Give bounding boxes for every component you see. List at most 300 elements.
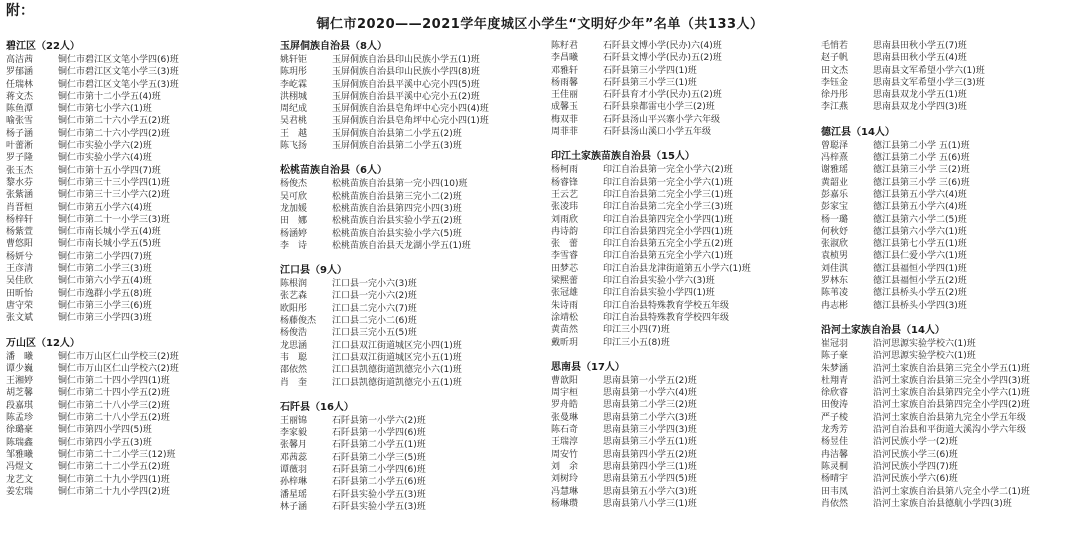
list-item xyxy=(6,387,268,399)
list-item xyxy=(551,324,813,336)
list-item xyxy=(821,300,1076,312)
school-class: 印江自治县实验小学六(3)班 xyxy=(603,276,715,287)
student-name: 冯煜文 xyxy=(6,462,34,473)
list-item xyxy=(6,312,268,324)
student-name: 陈子豪 xyxy=(821,351,849,362)
student-name: 曹歆阳 xyxy=(551,375,579,386)
school-class: 铜仁市碧江区文笔小学三(3)班 xyxy=(58,67,179,78)
school-class: 石阡县泉都雷屯小学三(2)班 xyxy=(603,102,715,113)
student-name: 张紫涵 xyxy=(6,190,34,201)
school-class: 沿河民族小学三(6)班 xyxy=(873,449,958,460)
list-item xyxy=(280,476,542,488)
list-item xyxy=(6,66,268,78)
list-item xyxy=(280,54,542,66)
list-item xyxy=(280,377,542,389)
student-name: 肖晋桓 xyxy=(6,202,34,213)
student-name: 陈鱼潭 xyxy=(6,104,34,115)
list-item xyxy=(821,375,1076,387)
list-item xyxy=(280,489,542,501)
school-class: 思南县第三小学五(1)班 xyxy=(603,437,697,448)
school-class: 铜仁市第二十九小学四(2)班 xyxy=(58,486,170,497)
section-spacer xyxy=(280,252,542,264)
student-name: 吴可欣 xyxy=(280,191,308,202)
list-item xyxy=(280,464,542,476)
student-name: 王彦清 xyxy=(6,264,34,275)
list-item xyxy=(551,287,813,299)
student-name: 肖 奎 xyxy=(280,377,308,388)
list-item xyxy=(280,327,542,339)
section-spacer xyxy=(280,389,542,401)
school-class: 玉屏侗族自治县平溪中心完小五(2)班 xyxy=(332,91,480,102)
list-item xyxy=(280,352,542,364)
list-item xyxy=(821,201,1076,213)
student-name: 蒋文杰 xyxy=(6,91,34,102)
student-name: 陈苇凌 xyxy=(821,288,849,299)
student-name: 杨一璐 xyxy=(821,214,849,225)
list-item xyxy=(6,140,268,152)
student-name: 杨雨馨 xyxy=(551,77,579,88)
student-name: 曾聪泽 xyxy=(821,140,849,151)
school-class: 思南县田秋小学五(4)班 xyxy=(873,53,967,64)
student-name: 欧阳彤 xyxy=(280,303,308,314)
column-1 xyxy=(6,40,268,498)
column-3 xyxy=(551,40,813,510)
student-name: 李钰金 xyxy=(821,77,849,88)
list-item xyxy=(821,189,1076,201)
list-item xyxy=(821,424,1076,436)
student-name: 杨俊杰 xyxy=(280,179,308,190)
student-name: 曹悠阳 xyxy=(6,239,34,250)
list-item xyxy=(280,415,542,427)
school-class: 德江县福恒小学四(1)班 xyxy=(873,263,967,274)
student-name: 谭薇羽 xyxy=(280,465,308,476)
school-class: 沿河土家族自治县第三完全小学四(3)班 xyxy=(873,375,1030,386)
school-class: 思南县第二小学六(3)班 xyxy=(603,412,697,423)
school-class: 德江县第六小学二(5)班 xyxy=(873,214,967,225)
school-class: 铜仁市万山区仁山学校三(2)班 xyxy=(58,351,179,362)
section-spacer xyxy=(6,325,268,337)
list-item xyxy=(821,214,1076,226)
school-class: 印江自治县实验小学四(1)班 xyxy=(603,288,715,299)
student-name: 刘佳淇 xyxy=(821,263,849,274)
list-item xyxy=(6,351,268,363)
list-item xyxy=(551,101,813,113)
school-class: 石阡县第三小学四(1)班 xyxy=(603,65,697,76)
list-item xyxy=(821,287,1076,299)
student-name: 罗子隆 xyxy=(6,153,34,164)
school-class: 沿河思源实验学校六(1)班 xyxy=(873,351,976,362)
school-class: 松桃苗族自治县第三完小二(2)班 xyxy=(332,191,462,202)
list-item xyxy=(821,399,1076,411)
school-class: 思南县第三小学四(3)班 xyxy=(603,425,697,436)
school-class: 思南县第一小学六(4)班 xyxy=(603,388,697,399)
student-name: 邓茜蕊 xyxy=(280,452,308,463)
school-class: 铜仁市实验小学六(2)班 xyxy=(58,141,152,152)
list-item xyxy=(821,164,1076,176)
student-name: 成馨玉 xyxy=(551,102,579,113)
column-2 xyxy=(280,40,542,513)
list-item xyxy=(280,278,542,290)
list-item xyxy=(6,128,268,140)
list-item xyxy=(6,115,268,127)
student-name: 陈瑞鑫 xyxy=(6,437,34,448)
list-item xyxy=(6,189,268,201)
student-name: 刘 余 xyxy=(551,461,579,472)
list-item xyxy=(6,300,268,312)
list-item xyxy=(6,288,268,300)
list-item xyxy=(6,79,268,91)
list-item xyxy=(280,140,542,152)
school-class: 铜仁市第二十八小学三(2)班 xyxy=(58,400,170,411)
section-spacer xyxy=(821,114,1076,126)
list-item xyxy=(821,436,1076,448)
student-name: 涂靖松 xyxy=(551,312,579,323)
student-name: 李江燕 xyxy=(821,102,849,113)
district-heading: 万山区（12人） xyxy=(6,337,80,349)
student-name: 田文杰 xyxy=(821,65,849,76)
school-class: 印江自治县特殊教育学校五年级 xyxy=(603,300,730,311)
school-class: 松桃苗族自治县第四完小四(3)班 xyxy=(332,203,462,214)
student-name: 周宇桓 xyxy=(551,388,579,399)
school-class: 石阡县第一小学六(2)班 xyxy=(332,415,426,426)
student-name: 李家毅 xyxy=(280,428,308,439)
student-name: 赵子帆 xyxy=(821,53,849,64)
list-item xyxy=(6,363,268,375)
district-heading: 碧江区（22人） xyxy=(6,41,80,52)
appendix-label: 附： xyxy=(6,3,34,19)
school-class: 思南县第八小学三(1)班 xyxy=(603,498,697,509)
school-class: 玉屏侗族自治县平溪中心完小四(5)班 xyxy=(332,79,480,90)
school-class: 德江县第五小学六(4)班 xyxy=(873,202,967,213)
student-name: 冉志彬 xyxy=(821,300,849,311)
school-class: 德江县第二小学 五(6)班 xyxy=(873,153,970,164)
student-name: 彭家宝 xyxy=(821,202,849,213)
student-name: 孙梓琳 xyxy=(280,477,308,488)
school-class: 思南县第二小学三(2)班 xyxy=(603,400,697,411)
list-item xyxy=(280,66,542,78)
student-name: 张 蕾 xyxy=(551,239,579,250)
student-name: 陈籽君 xyxy=(551,41,579,51)
student-name: 李雪睿 xyxy=(551,251,579,262)
student-name: 杨晴宇 xyxy=(821,474,849,485)
list-item xyxy=(6,400,268,412)
student-name: 姜宏瑞 xyxy=(6,486,34,497)
school-class: 铜仁市第二十八小学五(2)班 xyxy=(58,413,170,424)
student-name: 林子涵 xyxy=(280,501,308,512)
list-item xyxy=(551,412,813,424)
list-item xyxy=(6,202,268,214)
student-name: 朱诗雨 xyxy=(551,300,579,311)
school-class: 铜仁市第四小学四(5)班 xyxy=(58,425,152,436)
list-item xyxy=(6,103,268,115)
list-item xyxy=(551,436,813,448)
student-name: 韦 聪 xyxy=(280,352,308,363)
school-class: 石阡县第二小学五(6)班 xyxy=(332,477,426,488)
school-class: 松桃苗族自治县第一完小四(10)班 xyxy=(332,179,468,190)
student-name: 冉诗韵 xyxy=(551,226,579,237)
student-name: 朱梦涵 xyxy=(821,363,849,374)
list-item xyxy=(551,164,813,176)
student-name: 喻张雪 xyxy=(6,116,34,127)
list-item xyxy=(821,387,1076,399)
school-class: 铜仁市南长城小学五(4)班 xyxy=(58,227,161,238)
student-name: 黄苗然 xyxy=(551,325,579,336)
list-item xyxy=(280,228,542,240)
school-class: 铜仁市第二十四小学四(1)班 xyxy=(58,376,170,387)
student-name: 龙艺文 xyxy=(6,474,34,485)
student-name: 严子棱 xyxy=(821,412,849,423)
student-name: 王 越 xyxy=(280,128,308,139)
student-name: 杨涵婷 xyxy=(280,228,308,239)
student-name: 杨紫萱 xyxy=(6,227,34,238)
school-class: 沿河民族小学六(6)班 xyxy=(873,474,958,485)
student-name: 张馨月 xyxy=(280,440,308,451)
list-item xyxy=(6,177,268,189)
school-class: 沿河土家族自治县第四完全小学四(2)班 xyxy=(873,400,1030,411)
school-class: 铜仁市第六小学五(4)班 xyxy=(58,276,152,287)
section-spacer xyxy=(551,138,813,150)
student-name: 杨琳瓒 xyxy=(551,498,579,509)
student-name: 崔冠羽 xyxy=(821,338,849,349)
list-item xyxy=(821,498,1076,510)
school-class: 德江县仁爱小学六(1)班 xyxy=(873,251,967,262)
school-class: 玉屏侗族自治县皂角坪中心完小四(1)班 xyxy=(332,116,489,127)
list-item xyxy=(280,303,542,315)
school-class: 江口县一完小六(3)班 xyxy=(332,279,417,290)
student-name: 罗舟皓 xyxy=(551,400,579,411)
student-name: 张艺森 xyxy=(280,291,308,302)
list-item xyxy=(6,54,268,66)
school-class: 铜仁市第二十二小学五(2)班 xyxy=(58,462,170,473)
section-spacer xyxy=(821,312,1076,324)
school-class: 铜仁市第二十九小学四(1)班 xyxy=(58,474,170,485)
list-item xyxy=(551,399,813,411)
list-item xyxy=(551,114,813,126)
student-name: 李昌曦 xyxy=(551,53,579,64)
school-class: 铜仁市第二十二小学三(12)班 xyxy=(58,449,176,460)
student-name: 黎水芬 xyxy=(6,177,34,188)
list-item xyxy=(551,424,813,436)
list-item xyxy=(821,177,1076,189)
student-name: 戴昕玥 xyxy=(551,337,579,348)
school-class: 石阡县实验小学五(3)班 xyxy=(332,501,426,512)
school-class: 石阡县第二小学五(1)班 xyxy=(332,440,426,451)
list-item xyxy=(6,165,268,177)
student-name: 徐欣睿 xyxy=(821,388,849,399)
list-item xyxy=(821,40,1076,52)
student-name: 王云艺 xyxy=(551,189,579,200)
list-item xyxy=(821,350,1076,362)
list-item xyxy=(551,226,813,238)
school-class: 印江自治县龙津街道第五小学六(1)班 xyxy=(603,263,751,274)
student-name: 陈石奇 xyxy=(551,425,579,436)
student-name: 谢雅瑶 xyxy=(821,165,849,176)
list-item xyxy=(280,315,542,327)
student-name: 杜翔青 xyxy=(821,375,849,386)
student-name: 吴佳欣 xyxy=(6,276,34,287)
list-item xyxy=(551,387,813,399)
school-class: 印江自治县第五完全小学五(2)班 xyxy=(603,239,733,250)
list-item xyxy=(6,461,268,473)
student-name: 陈玥彤 xyxy=(280,67,308,78)
student-name: 龙加媛 xyxy=(280,203,308,214)
list-item xyxy=(280,115,542,127)
list-item xyxy=(551,250,813,262)
student-name: 刘树玲 xyxy=(551,474,579,485)
school-class: 铜仁市第三十三小学四(1)班 xyxy=(58,177,170,188)
school-class: 思南县第四小学五(2)班 xyxy=(603,449,697,460)
student-name: 杨昱佳 xyxy=(821,437,849,448)
list-item xyxy=(551,300,813,312)
student-name: 邵依然 xyxy=(280,365,308,376)
school-class: 铜仁市第四小学五(3)班 xyxy=(58,437,152,448)
student-name: 田昕怡 xyxy=(6,288,34,299)
district-heading: 江口县（9人） xyxy=(280,265,347,277)
list-item xyxy=(551,238,813,250)
list-item xyxy=(821,226,1076,238)
list-item xyxy=(551,52,813,64)
list-item xyxy=(821,473,1076,485)
list-item xyxy=(280,178,542,190)
school-class: 德江县第二小学 五(1)班 xyxy=(873,140,970,151)
student-name: 陈灵桐 xyxy=(821,461,849,472)
district-heading: 德江县（14人） xyxy=(821,126,895,138)
school-class: 铜仁市第二十一小学三(3)班 xyxy=(58,214,170,225)
school-class: 印江自治县第二完全小学三(3)班 xyxy=(603,202,733,213)
list-item xyxy=(551,40,813,52)
list-item xyxy=(821,65,1076,77)
student-name: 肖依然 xyxy=(821,498,849,509)
student-name: 黄韶业 xyxy=(821,177,849,188)
district-heading: 石阡县（16人） xyxy=(280,401,354,413)
list-item xyxy=(6,214,268,226)
school-class: 铜仁市实验小学六(4)班 xyxy=(58,153,152,164)
school-class: 铜仁市碧江区文笔小学五(3)班 xyxy=(58,79,179,90)
student-name: 王佳丽 xyxy=(551,90,579,101)
school-class: 德江县福恒小学五(2)班 xyxy=(873,276,967,287)
list-item xyxy=(821,449,1076,461)
school-class: 玉屏侗族自治县印山民族小学四(8)班 xyxy=(332,67,480,78)
list-item xyxy=(821,152,1076,164)
school-class: 玉屏侗族自治县印山民族小学五(1)班 xyxy=(332,55,480,65)
student-name: 杨妍兮 xyxy=(6,251,34,262)
list-item xyxy=(6,152,268,164)
school-class: 德江县第三小学 三(2)班 xyxy=(873,165,970,176)
school-class: 松桃苗族自治县实验小学六(5)班 xyxy=(332,228,462,239)
school-class: 德江县第三小学 三(6)班 xyxy=(873,177,970,188)
school-class: 石阡县第三小学三(1)班 xyxy=(603,77,697,88)
school-class: 印江自治县第一完全小学六(1)班 xyxy=(603,177,733,188)
student-name: 陈孟珍 xyxy=(6,413,34,424)
section-spacer xyxy=(280,152,542,164)
school-class: 玉屏侗族自治县皂角坪中心完小四(4)班 xyxy=(332,104,489,115)
school-class: 石阡县文博小学(民办)六(4)班 xyxy=(603,41,722,51)
school-class: 思南县田秋小学五(7)班 xyxy=(873,41,967,51)
student-name: 叶蕾淅 xyxy=(6,141,34,152)
school-class: 江口县凯德街道凯德完小五(1)班 xyxy=(332,377,462,388)
student-name: 陈根润 xyxy=(280,279,308,290)
list-item xyxy=(551,498,813,510)
student-name: 徐丹彤 xyxy=(821,90,849,101)
list-item xyxy=(551,77,813,89)
student-name: 罗林东 xyxy=(821,276,849,287)
student-name: 吴君桃 xyxy=(280,116,308,127)
school-class: 铜仁市碧江区文笔小学四(6)班 xyxy=(58,55,179,65)
student-name: 周安竹 xyxy=(551,449,579,460)
school-class: 江口县双江街道城区完小四(1)班 xyxy=(332,340,462,351)
list-item xyxy=(6,251,268,263)
school-class: 沿河民族小学一(2)班 xyxy=(873,437,958,448)
school-class: 德江县桥头小学五(2)班 xyxy=(873,288,967,299)
student-name: 杨睿锋 xyxy=(551,177,579,188)
school-class: 江口县三完小五(5)班 xyxy=(332,328,417,339)
district-heading: 沿河土家族自治县（14人） xyxy=(821,324,945,336)
school-class: 印江自治县特殊教育学校四年级 xyxy=(603,312,730,323)
school-class: 铜仁市第二十四小学五(2)班 xyxy=(58,388,170,399)
student-name: 谭少巍 xyxy=(6,363,34,374)
list-item xyxy=(551,126,813,138)
student-name: 王瑞淳 xyxy=(551,437,579,448)
school-class: 思南县双龙小学五(1)班 xyxy=(873,90,967,101)
list-item xyxy=(551,486,813,498)
school-class: 铜仁市第七小学六(1)班 xyxy=(58,104,152,115)
student-name: 张凌玮 xyxy=(551,202,579,213)
list-item xyxy=(821,338,1076,350)
student-name: 杨藤俊杰 xyxy=(280,316,317,327)
school-class: 印江自治县第二完全小学三(1)班 xyxy=(603,189,733,200)
list-item xyxy=(821,250,1076,262)
student-name: 冯慧琳 xyxy=(551,486,579,497)
student-name: 张淑欣 xyxy=(821,239,849,250)
student-name: 杨柯雨 xyxy=(551,165,579,176)
list-item xyxy=(6,474,268,486)
list-item xyxy=(280,290,542,302)
list-item xyxy=(551,177,813,189)
school-class: 沿河土家族自治县第四完全小学六(1)班 xyxy=(873,388,1030,399)
school-class: 石阡县实验小学五(3)班 xyxy=(332,489,426,500)
school-class: 印江自治县第一完全小学六(2)班 xyxy=(603,165,733,176)
school-class: 松桃苗族自治县天龙湖小学五(1)班 xyxy=(332,240,471,251)
list-item xyxy=(280,215,542,227)
list-item xyxy=(280,439,542,451)
list-item xyxy=(280,79,542,91)
student-name: 周纪成 xyxy=(280,104,308,115)
list-item xyxy=(551,449,813,461)
student-name: 何秋妤 xyxy=(821,226,849,237)
list-item xyxy=(551,473,813,485)
student-name: 洪栩城 xyxy=(280,91,308,102)
school-class: 松桃苗族自治县实验小学五(2)班 xyxy=(332,216,462,227)
school-class: 沿河土家族自治县第九完全小学五年级 xyxy=(873,412,1027,423)
list-item xyxy=(280,240,542,252)
student-name: 龙秀芳 xyxy=(821,425,849,436)
school-class: 思南县文军希望小学六(1)班 xyxy=(873,65,985,76)
student-name: 陈飞扬 xyxy=(280,141,308,152)
student-name: 任瑞林 xyxy=(6,79,34,90)
school-class: 印江三小四(7)班 xyxy=(603,325,670,336)
student-name: 田韦凤 xyxy=(821,486,849,497)
school-class: 思南县第五小学四(5)班 xyxy=(603,474,697,485)
student-name: 邹雅曦 xyxy=(6,449,34,460)
student-name: 冯梓熹 xyxy=(821,153,849,164)
school-class: 德江县第五小学六(4)班 xyxy=(873,189,967,200)
school-class: 铜仁市南长城小学五(5)班 xyxy=(58,239,161,250)
school-class: 石阡县育才小学(民办)五(2)班 xyxy=(603,90,722,101)
school-class: 德江县第七小学五(1)班 xyxy=(873,239,967,250)
school-class: 铜仁市第三十三小学六(2)班 xyxy=(58,190,170,201)
list-item xyxy=(551,65,813,77)
list-item xyxy=(6,375,268,387)
